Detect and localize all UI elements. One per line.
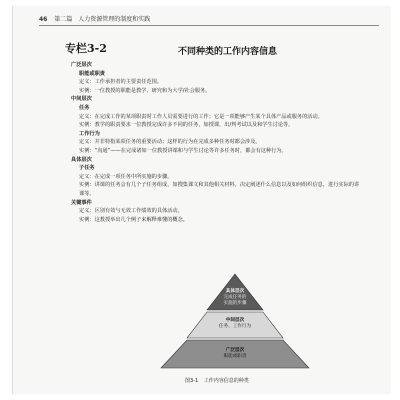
- critical-incident-label: 关键事件: [71, 199, 92, 206]
- pyramid-top-label: [155, 289, 315, 307]
- general-subheading: 职能或职责: [79, 70, 105, 77]
- box-body: [71, 61, 363, 224]
- running-header: [39, 14, 379, 26]
- task-example: 实例：教学的职责要求一位教授完成许多不同的任务，如授课，出/判考试以及和学生讨论等。: [79, 122, 294, 129]
- general-definition: 定义：工作承担者的主要责任范围。: [79, 79, 163, 86]
- pyramid-top-line-2: 实施的步骤: [223, 301, 247, 306]
- pyramid-bottom-label: [155, 348, 315, 360]
- critical-incident-definition: 定义：区别有效与无效工作绩效的具体活动。: [79, 208, 183, 215]
- critical-incident-example: 实例：这教授举出几个例子来解释难懂的概念。: [79, 216, 188, 223]
- subtask-definition: 定义：在完成一项任务中所实施的步骤。: [79, 173, 173, 180]
- running-header-text: 第二篇 人力资源管理的制度和实践: [54, 16, 151, 23]
- box-title: 不同种类的工作内容信息: [178, 47, 278, 57]
- figure-caption-text: 工作内容信息的种类: [203, 378, 249, 384]
- activity-definition: 定义：并非特指某项任务的重要活动；这样的行为在完成多种任务时都会涉及。: [79, 139, 261, 146]
- activity-label: 工作行为: [79, 130, 100, 137]
- middle-heading: 中间层次: [71, 96, 92, 103]
- pyramid-top-line-1: 完成任务的: [223, 295, 247, 300]
- content-pyramid-figure: [155, 272, 315, 370]
- pyramid-middle-line-1: 任务、工作行为: [218, 324, 252, 329]
- task-definition: 定义：在完成工作的某项职责时工作人员需要进行的工作；它是一项能够产生某个具体产品或服务的活动。: [79, 113, 323, 120]
- figure-caption: [185, 377, 249, 384]
- box-label: 专栏3-2: [65, 42, 107, 55]
- activity-example: 实例：“沟通”——在完成诸如一位教授讲课和与学生讨论等许多任务时，都会有这种行为。: [79, 147, 287, 154]
- pyramid-top-title: 具体层次: [225, 289, 245, 294]
- pyramid-bottom-title: 广泛层次: [225, 348, 245, 353]
- subtask-example: 实例：讲课的任务会有几个子任务组成，如搜集课文和其他相关材料，决定阐述什么信息以及如何组织信息，进行实际的讲课等。: [79, 182, 360, 197]
- general-example: 实例：一位教授的职能是教学、研究和为大学/社会服务。: [79, 87, 211, 94]
- specific-heading: 具体层次: [71, 156, 92, 163]
- pyramid-middle-title: 中间层次: [225, 318, 245, 323]
- page-number: 46: [39, 16, 48, 23]
- subtask-label: 子任务: [79, 165, 95, 172]
- book-page: [12, 6, 391, 394]
- task-label: 任务: [79, 104, 90, 111]
- pyramid-middle-label: [155, 318, 315, 330]
- figure-caption-number: 图3-1: [185, 378, 199, 384]
- pyramid-bottom-line-1: 职能或职责: [223, 354, 247, 359]
- general-heading: 广泛层次: [71, 62, 92, 68]
